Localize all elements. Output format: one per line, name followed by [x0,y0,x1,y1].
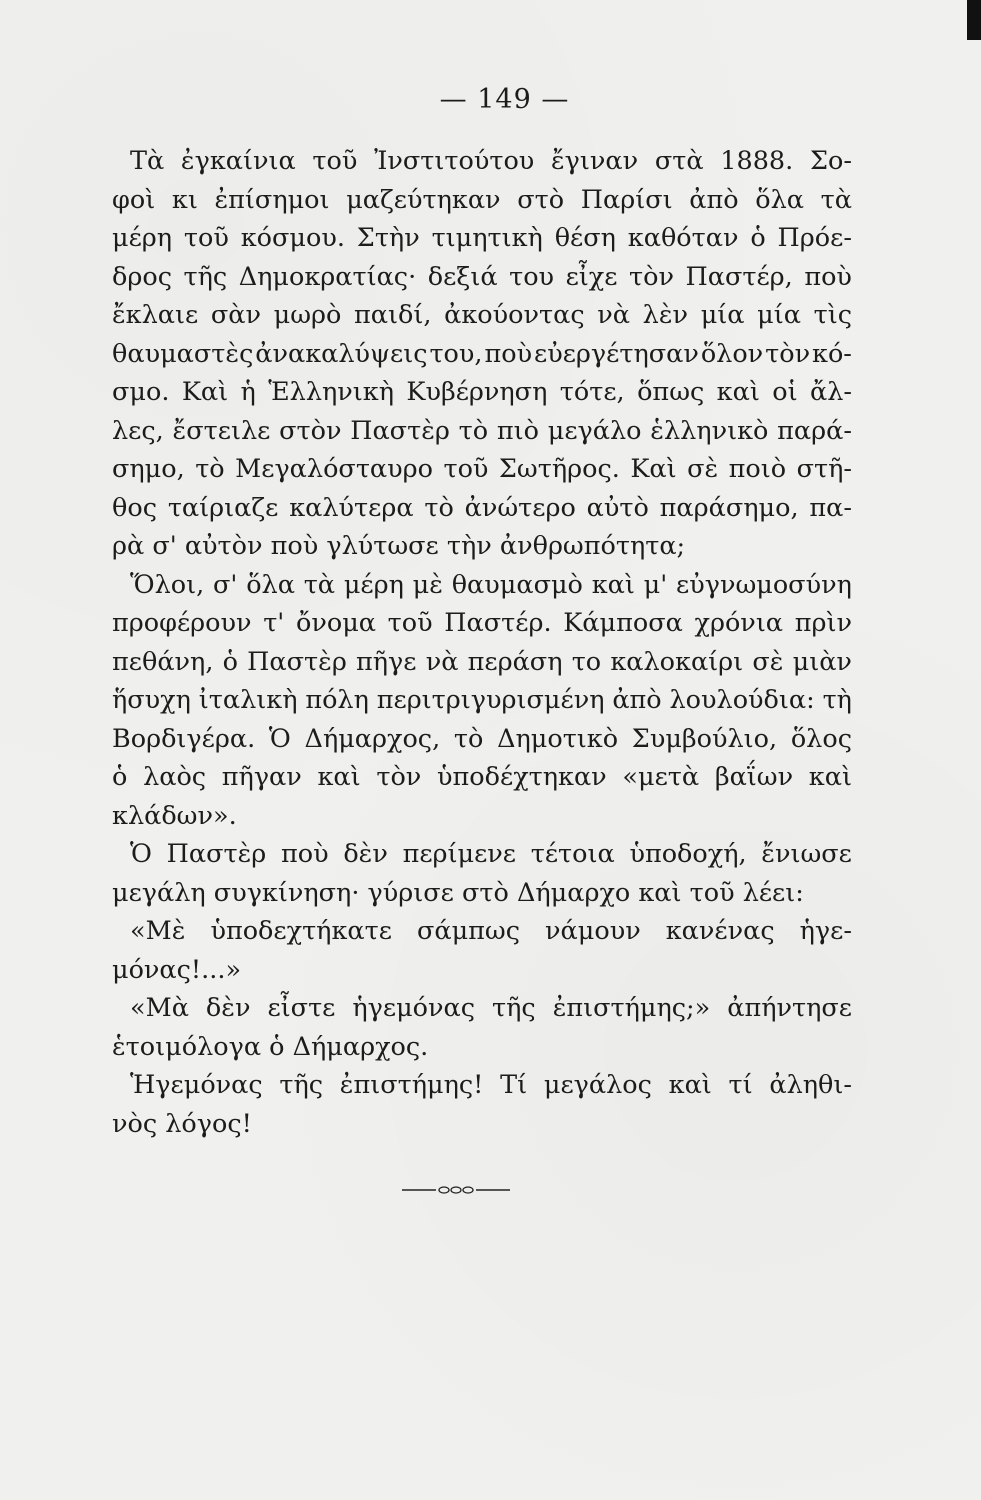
word: στὰ [654,146,704,176]
word: περίμενε [402,839,517,869]
word: μέρη [112,223,173,253]
word: πρὶν [794,608,852,638]
word: Παρίσι [580,184,673,215]
word: τὸ [195,454,225,484]
word: τότε, [559,377,625,407]
text-line [112,296,852,335]
word: τί [728,1070,753,1100]
word: ἡ [240,377,256,407]
word: Κυβέρνηση [406,377,548,407]
word: τὸ [453,723,484,754]
word: ἐπιστήμης;» [552,993,711,1023]
word: Κάμποσα [563,608,683,638]
word: τὶς [813,300,852,330]
text-line [112,1066,852,1105]
word: ὁ [750,223,766,253]
word: πιὸ [496,415,539,446]
word: ἀνακαλύψεις [255,338,428,369]
word: καὶ [808,762,852,792]
word: ἄλ- [810,377,852,407]
word: ἀπὸ [612,685,662,715]
text-line [112,681,852,720]
word: μαζεύτηκαν [346,184,501,215]
word: ὄνομα [295,608,376,638]
word: δὲν [343,839,388,869]
word: εἶστε [267,993,336,1023]
word: Παστὲρ [247,646,347,677]
word: Βορδιγέρα. [112,723,256,754]
text-line [112,181,852,220]
word: τ' [263,608,285,638]
text-line [112,835,852,874]
word: ὑποδεχτήκατε [210,916,392,946]
word: τοῦ [312,146,358,176]
word: μία [700,300,745,330]
word: Σο- [809,146,852,176]
word: Συμβούλιο, [631,723,778,754]
word: θαυμασμὸ [451,569,583,600]
word: κό- [812,338,852,369]
text-line [112,412,852,451]
word: σ' [212,569,238,600]
word: εὐεργέτησαν [534,338,699,369]
word: ὁ [222,646,238,677]
word: ἀληθι- [769,1070,852,1100]
word: κανένας [665,916,775,946]
text-line: μόνας!...» [112,954,242,985]
word: Καὶ [181,377,229,407]
text-line [112,643,852,682]
word: Δήμαρχος, [304,723,441,754]
word: στῆ- [796,454,852,484]
word: μία [757,300,801,330]
text-line [112,258,852,297]
word: καὶ [716,377,760,407]
word: καθόταν [627,223,739,253]
word: ἑλληνικὸ [650,415,769,446]
word: Παστέρ, [685,261,793,292]
text-line: κλάδων». [112,800,237,831]
word: μεγάλος [543,1070,652,1100]
word: λαὸς [143,762,207,792]
word: μεγάλο [547,415,642,446]
section-end-ornament [402,1184,510,1196]
word: ἀνώτερο [464,492,576,523]
word: τιμητικὴ [431,223,543,253]
word: Σωτῆρος. [498,454,620,484]
word: στὸ [517,184,565,215]
text-line [112,566,852,605]
word: λὲν [642,300,689,330]
word: πῆγαν [221,762,302,792]
word: ποὺ [804,261,852,292]
text-line: ἑτοιμόλογα ὁ Δήμαρχος. [112,1031,429,1062]
word: ἥσυχη [112,685,191,715]
word: σὲ [687,454,719,484]
word: ὅλα [755,184,804,215]
word: τοῦ [443,454,489,484]
word: μέρη [343,569,404,600]
text-line [112,373,852,412]
word: παρά- [777,415,852,446]
word: καὶ [591,569,635,600]
word: το [571,646,602,677]
word: «μετὰ [622,762,700,792]
word: τέτοια [530,839,615,869]
word: καὶ [668,1070,712,1100]
word: βαΐων [714,762,794,792]
word: του [509,261,555,292]
word: ἀκούοντας [444,300,585,330]
word: ὑποδοχή, [629,839,747,869]
word: τῆς [183,261,228,292]
text-line [112,758,852,797]
text-line [112,720,852,759]
word: τῆς [492,993,536,1023]
word: Ἑλληνικὴ [268,377,394,407]
body-text [112,142,852,1143]
word: τὸ [424,492,454,523]
word: σὲ [752,646,784,677]
word: ποιὸ [728,454,787,484]
word: Ὁ [130,839,152,869]
word: κόσμου. [240,223,345,253]
word: προφέρουν [112,608,252,638]
word: «Μὰ [130,993,189,1023]
word: εἶχε [565,261,618,292]
word: ἔκλαιε [112,300,199,330]
word: παράσημο, [659,492,799,523]
word: Πρόε- [777,223,852,253]
text-line [112,489,852,528]
word: δεξιά [427,261,498,292]
word: Δημοτικὸ [497,723,619,754]
text-line [112,604,852,643]
word: τὰ [303,569,336,600]
word: λουλούδια: [669,685,815,715]
word: αὐτὸ [586,492,649,523]
word: τοῦ [387,608,433,638]
word: ἀπήντησε [727,993,852,1023]
word: Παστὲρ [350,415,450,446]
word: ἡγεμόνας [352,993,476,1023]
word: νάμουν [545,916,641,946]
word: κι [171,184,198,215]
word: ἐπιστήμης! [339,1070,484,1100]
word: Ὁ [268,723,291,754]
word: σμο. [112,377,170,407]
word: πα- [809,492,852,523]
word: ὁ [112,762,128,792]
word: περιτριγυρισμένη [376,685,605,715]
word: ἐπίσημοι [214,184,330,215]
word: πῆγε [356,646,417,677]
word: τοῦ [183,223,229,253]
word: ἡγε- [799,916,852,946]
word: «Μὲ [130,916,186,946]
word: ἔνιωσε [761,839,852,869]
word: χρόνια [694,608,784,638]
text-line [112,450,852,489]
word: ὅλον [700,338,764,369]
word: ποὺ [280,839,329,869]
word: τῆς [279,1070,324,1100]
word: παιδί, [354,300,432,330]
word: ἔστειλε [172,415,271,446]
word: θαυμαστὲς [112,338,254,369]
word: τὸν [376,762,422,792]
word: οἱ [772,377,798,407]
word: τὸν [765,338,811,369]
word: ἀπὸ [689,184,739,215]
word: πεθάνη, [112,646,214,677]
word: νὰ [425,646,459,677]
word: τὸν [629,261,674,292]
word: Τὰ [130,146,165,176]
word: δρος [112,261,172,292]
word: Παστὲρ [166,839,267,869]
text-line: νὸς λόγος! [112,1108,252,1139]
word: Ὅλοι, [130,569,205,600]
text-line [112,142,852,181]
word: Τί [500,1070,528,1100]
word: ὅπως [637,377,705,407]
word: θέση [554,223,616,253]
word: τὴ [822,685,852,715]
word: Ἰνστιτούτου [374,146,535,176]
word: ὅλα [246,569,295,600]
word: στὸν [279,415,342,446]
word: σάμπως [416,916,521,946]
word: θος [112,492,157,523]
text-line [112,912,852,951]
word: ἔγιναν [551,146,639,176]
word: ταίριαζε [167,492,279,523]
word: Μεγαλόσταυρο [235,454,433,484]
word: τὸ [458,415,489,446]
word: πόλη [305,685,369,715]
word: δὲν [205,993,251,1023]
word: καλύτερα [289,492,414,523]
word: φοὶ [112,184,156,215]
word: ποὺ [484,338,533,369]
word: μωρὸ [273,300,342,330]
word: μιὰν [792,646,852,677]
word: ἰταλικὴ [198,685,298,715]
text-line [112,989,852,1028]
word: του, [429,338,483,369]
word: τὰ [820,184,852,215]
word: νὰ [597,300,631,330]
word: καὶ [317,762,361,792]
word: εὐγνωμοσύνη [676,569,852,600]
word: Καὶ [630,454,677,484]
word: 1888. [720,146,794,176]
text-line [112,219,852,258]
word: μ' [643,569,668,600]
word: καλοκαίρι [610,646,744,677]
word: σημο, [112,454,185,484]
word: σὰν [210,300,262,330]
text-line [112,335,852,374]
word: ἐγκαίνια [180,146,296,176]
page-number: — 149 — [439,84,570,115]
word: ὑποδέχτηκαν [437,762,607,792]
text-line: μεγάλη συγκίνηση· γύρισε στὸ Δήμαρχο καὶ τοῦ λέει: [112,877,804,908]
word: μὲ [412,569,443,600]
word: ὅλος [790,723,852,754]
scan-edge-shadow [967,0,981,40]
text-line: ρὰ σ' αὐτὸν ποὺ γλύτωσε τὴν ἀνθρωπότητα; [112,531,686,561]
word: Ἡγεμόνας [130,1070,263,1100]
word: Δημοκρατίας· [238,261,417,292]
word: περάση [467,646,563,677]
word: Στὴν [356,223,420,253]
word: Παστέρ. [444,608,552,638]
word: λες, [112,415,164,446]
